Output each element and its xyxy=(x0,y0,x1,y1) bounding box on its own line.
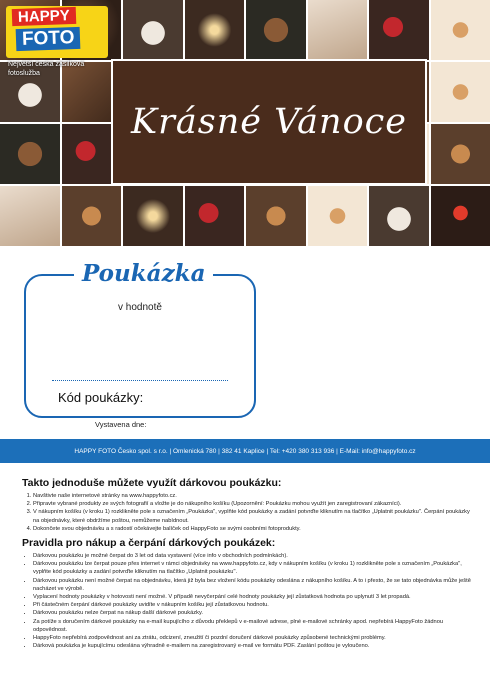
logo-tagline: Největší česká zásilková fotoslužba xyxy=(8,61,85,77)
voucher-value-line xyxy=(52,380,228,381)
photo-tile xyxy=(308,0,368,60)
rules-title: Pravidla pro nákup a čerpání dárkových poukázek: xyxy=(22,537,276,549)
photo-tile xyxy=(123,0,183,60)
photo-tile xyxy=(369,186,429,246)
rules-list xyxy=(22,552,477,650)
photo-tile xyxy=(308,186,368,246)
voucher-code-label: Kód poukázky: xyxy=(58,390,144,405)
rules-item: • Vyplacení hodnoty poukázky v hotovosti není možné. V případě nevyčerpání celé hodnoty poukázky její zůstatková hodnota po uplynutí 3 let propadá. xyxy=(33,593,477,601)
photo-tile xyxy=(62,186,122,246)
photo-tile xyxy=(246,0,306,60)
photo-tile xyxy=(431,124,490,184)
happyfoto-logo xyxy=(6,6,108,58)
photo-tile xyxy=(431,62,490,122)
photo-tile xyxy=(0,124,60,184)
howto-section xyxy=(22,477,477,533)
howto-title: Takto jednoduše můžete využít dárkovou poukázku: xyxy=(22,477,282,489)
howto-step: 3. V nákupním košíku (v kroku 1) rozklikněte pole s označením „Poukázka", vyplňte kód poukázky a zadání potvrďte kliknutím na tlačítko „Uplatnit poukázku". Čerpání poukázky na objednávky, které obdržíme poštou, nemůžeme nabídnout. xyxy=(33,508,477,524)
howto-step: 2. Připravte vybrané produkty ze svých fotografií a vložte je do nákupního košíku (Upozornění: Poukázku mohou využít jen zaregistrovaní zákazníci). xyxy=(33,500,477,508)
rules-item: • Při částečném čerpání dárkové poukázky uvidíte v nákupním košíku její zůstatkovou hodnotu. xyxy=(33,601,477,609)
logo-line-1: HAPPY xyxy=(12,7,76,26)
contact-info: HAPPY FOTO Česko spol. s r.o. | Omlenická 780 | 382 41 Kaplice | Tel: +420 380 313 936 | E-Mail: info@happyfoto.cz xyxy=(74,447,416,455)
logo-line-2: FOTO xyxy=(16,27,81,51)
voucher-title: Poukázka xyxy=(74,260,213,287)
photo-tile xyxy=(185,186,245,246)
rules-item: • Dárkovou poukázku je možné čerpat do 3 let od data vystavení (více info v obchodních podmínkách). xyxy=(33,552,477,560)
rules-item: • Dárkovou poukázku není možné čerpat na objednávku, která již byla bez vložení kódu poukázky odeslána z nákupního košíku. A to i přesto, že se tato objednávka může ještě nacházet ve výrobě. xyxy=(33,577,477,593)
rules-item: • Dárková poukázka je kupujícímu odeslána výhradně e-mailem na zaregistrovaný e-mail ve formátu PDF. Zaslání poštou je vyloučeno. xyxy=(33,642,477,650)
howto-step: 1. Navštivte naše internetové stránky na www.happyfoto.cz. xyxy=(33,492,477,500)
rules-section xyxy=(22,537,477,650)
photo-tile xyxy=(123,186,183,246)
rules-item: • HappyFoto nepřebírá zodpovědnost ani za ztrátu, odcizení, zneužití či pozdní doručení dárkové poukázky způsobené technickými problémy. xyxy=(33,634,477,642)
rules-item: • Za potíže s doručením dárkové poukázky na e-mail kupujícího z důvodu překlepů v e-mailové adrese, plné e-mailové schránky apod. nepřebírá HappyFoto žádnou odpovědnost. xyxy=(33,618,477,634)
photo-tile xyxy=(431,0,490,60)
photo-tile xyxy=(0,186,60,246)
photo-tile xyxy=(185,0,245,60)
voucher-value-label: v hodnotě xyxy=(118,302,162,313)
rules-item: • Dárkovou poukázku nelze čerpat na nákup další dárkové poukázky. xyxy=(33,609,477,617)
howto-step: 4. Dokončete svou objednávku a s radostí očekávejte balíček od HappyFoto se svými osobními fotoprodukty. xyxy=(33,525,477,533)
greeting-title: Krásné Vánoce xyxy=(131,102,407,142)
voucher-issued-label: Vystavena dne: xyxy=(95,420,147,429)
photo-tile xyxy=(431,186,490,246)
rules-item: • Dárkovou poukázku lze čerpat pouze přes internet v rámci objednávky na www.happyfoto.cz, kdy v nákupním košíku (v kroku 1) rozklikněte pole s označením „Poukázka", vyplňte kód poukázky a zadání potvrďte kliknutím na tlačítko „Uplatnit poukázku". xyxy=(33,560,477,576)
photo-tile xyxy=(369,0,429,60)
greeting-panel xyxy=(113,61,425,183)
contact-bar xyxy=(0,439,490,463)
howto-steps xyxy=(22,492,477,533)
photo-tile xyxy=(246,186,306,246)
